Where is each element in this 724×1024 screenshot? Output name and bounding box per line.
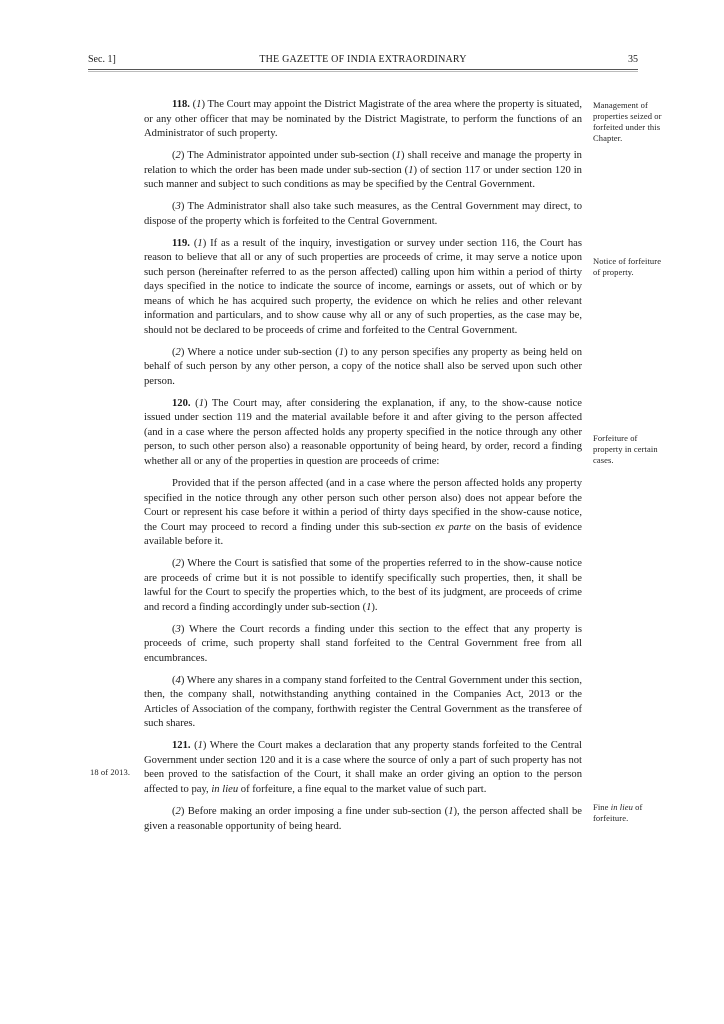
margin-note-120: Forfeiture of property in certain cases.: [593, 433, 658, 465]
gazette-title: THE GAZETTE OF INDIA EXTRAORDINARY: [259, 54, 467, 65]
paragraph: 120. (1) The Court may, after considering the explanation, if any, to the show-cause notice issued under section 119 and the material available before it and after giving to the person affected (and in a case where the person affected holds any property specified in the notice through any other person, to such other person also) a reasonable opportunity of being heard, by order, record a finding whether all or any of the properties in question are proceeds of crime:: [144, 397, 582, 467]
paragraph: Provided that if the person affected (and in a case where the person affected holds any property specified in the notice through any other person such other person also) does not appear before the Court or represent his case before it within a period of thirty days specified in the show-cause notice, the Court may proceed to record a finding under this sub-section ex parte on the basis of evidence available before it.: [144, 478, 582, 548]
margin-note-118: Management of properties seized or forfeited under this Chapter.: [593, 100, 662, 143]
section-number: 119.: [172, 237, 190, 249]
margin-note-119: Notice of forfeiture of property.: [593, 256, 662, 277]
margin-note-act-ref: 18 of 2013.: [90, 767, 131, 777]
paragraph: 121. (1) Where the Court makes a declaration that any property stands forfeited to the Central Government under section 120 and it is a case where the source of only a part of such property has not been proved to the satisfaction of the Court, it shall make an order giving an option to the person affected to pay, in lieu of forfeiture, a fine equal to the market value of such part.: [144, 740, 582, 795]
header-rule: [88, 69, 638, 72]
section-ref: Sec. 1]: [88, 54, 116, 65]
paragraph: (2) The Administrator appointed under sub-section (1) shall receive and manage the property in relation to which the order has been made under sub-section (1) of section 117 or under section 120 in such manner and subject to such conditions as may be specified by the Central Government.: [144, 150, 582, 191]
paragraph: (4) Where any shares in a company stand forfeited to the Central Government under this section, then, the company shall, notwithstanding anything contained in the Companies Act, 2013 or the Articles of Association of the company, forthwith register the Central Government as the transferee of such shares.: [144, 674, 582, 730]
body-text: [144, 98, 582, 842]
paragraph: (3) Where the Court records a finding under this section to the effect that any property is proceeds of crime, such property shall stand forfeited to the Central Government free from all encumbrances.: [144, 623, 582, 664]
section-number: 121.: [172, 740, 191, 752]
paragraph: (2) Where a notice under sub-section (1) to any person specifies any property as being held on behalf of such person by any other person, a copy of the notice shall also be served upon such other person.: [144, 346, 582, 387]
running-header: [88, 53, 638, 69]
note-121-post: of forfeiture.: [593, 802, 643, 823]
note-121-pre: Fine: [593, 802, 611, 812]
paragraph: 118. (1) The Court may appoint the District Magistrate of the area where the property is situated, or any other officer that may be nominated by the District Magistrate, to perform the functions of an Administrator of such property.: [144, 99, 582, 139]
note-121-italic: in lieu: [610, 802, 633, 812]
margin-note-121: [593, 802, 663, 824]
page-number: 35: [628, 54, 638, 65]
section-number: 118.: [172, 99, 190, 110]
paragraph: (2) Where the Court is satisfied that some of the properties referred to in the show-cause notice are proceeds of crime but it is not possible to identify specifically such properties, then, it shall be lawful for the Court to specify the properties which, to the best of its judgment, are proceeds of crime and record a finding accordingly under sub-section (1).: [144, 558, 582, 613]
paragraph: (2) Before making an order imposing a fine under sub-section (1), the person affected shall be given a reasonable opportunity of being heard.: [144, 806, 582, 832]
paragraph: 119. (1) If as a result of the inquiry, investigation or survey under section 116, the Court has reason to believe that all or any of such properties are proceeds of crime, it may serve a notice upon such person (hereinafter referred to as the person affected) calling upon him within a period of thirty days specified in the notice to indicate the source of income, earnings or assets, out of which or by means of which he has acquired such property, the evidence on which he relies and other relevant information and particulars, and to show cause why all or any of such properties, as the case may be, should not be declared to be proceeds of crime and forfeited to the Central Government.: [144, 237, 582, 336]
section-number: 120.: [172, 397, 191, 409]
paragraph: (3) The Administrator shall also take such measures, as the Central Government may direct, to dispose of the property which is forfeited to the Central Government.: [144, 201, 582, 227]
